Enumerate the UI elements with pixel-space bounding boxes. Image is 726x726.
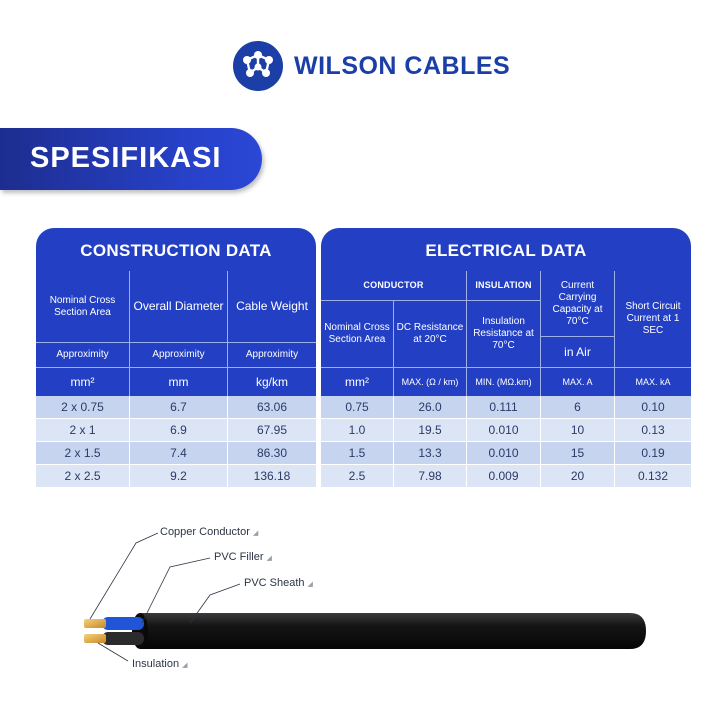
cell-value: 6 — [541, 396, 615, 418]
table-row — [36, 419, 316, 441]
cell-value: 13.3 — [394, 442, 467, 464]
approx-label: Approximity — [130, 343, 228, 368]
table-row — [321, 396, 691, 418]
label-text: Insulation — [132, 658, 180, 670]
cell-value: 67.95 — [256, 423, 288, 437]
cell-value: 7.4 — [130, 442, 228, 464]
cell-value: 0.132 — [637, 469, 669, 483]
col-header-weight: Cable Weight — [228, 271, 316, 343]
cell-value: 2 x 0.75 — [36, 396, 130, 418]
unit-label: kg/km — [228, 368, 316, 396]
cell-value: 9.2 — [130, 465, 228, 487]
cell-value: 6.9 — [130, 419, 228, 441]
section-title: SPESIFIKASI — [30, 142, 222, 174]
cell-value: 86.30 — [256, 446, 288, 460]
unit-label: MAX. A — [541, 368, 615, 396]
table-row — [36, 442, 316, 464]
cell-value: 2 x 1 — [36, 419, 130, 441]
cell-value: 0.010 — [467, 442, 541, 464]
col-header-short-circuit: Short Circuit Current at 1 SEC — [615, 271, 691, 368]
cell-value: 6.7 — [130, 396, 228, 418]
construction-title: CONSTRUCTION DATA — [36, 228, 316, 271]
label-pvc-sheath — [244, 577, 313, 589]
in-air-label: in Air — [541, 337, 615, 368]
cell-value: 7.98 — [394, 465, 467, 487]
cell-value: 0.10 — [641, 400, 665, 414]
cable-illustration — [70, 515, 670, 685]
cell-value: 15 — [541, 442, 615, 464]
cell-value: 0.75 — [321, 396, 394, 418]
col-header-nominal: Nominal Cross Section Area — [36, 271, 130, 343]
group-conductor: CONDUCTOR — [321, 271, 467, 301]
unit-label: mm — [130, 368, 228, 396]
triangle-marker-icon: ◢ — [307, 581, 313, 588]
col-header-insulation-resistance: Insulation Resistance at 70°C — [467, 301, 541, 368]
cell-value: 20 — [541, 465, 615, 487]
label-text: PVC Filler — [214, 551, 264, 563]
cell-value: 0.13 — [641, 423, 665, 437]
table-row — [36, 465, 316, 487]
electrical-title: ELECTRICAL DATA — [321, 228, 691, 271]
triangle-marker-icon: ◢ — [252, 530, 259, 537]
triangle-marker-icon: ◢ — [182, 662, 188, 669]
cell-value: 19.5 — [394, 419, 467, 441]
brand-header — [232, 40, 511, 92]
table-row — [321, 465, 691, 487]
unit-label: MAX. kA — [615, 368, 691, 396]
cell-value: 1.0 — [321, 419, 394, 441]
cell-value: 10 — [541, 419, 615, 441]
approx-label: Approximity — [228, 343, 316, 368]
table-row — [321, 442, 691, 464]
cell-value: 0.19 — [641, 446, 665, 460]
cell-value: 0.009 — [467, 465, 541, 487]
col-header-current-capacity: Current Carrying Capacity at 70°C — [541, 271, 615, 337]
cell-value: 2.5 — [321, 465, 394, 487]
cell-value: 0.111 — [467, 396, 541, 418]
unit-label: mm² — [321, 368, 394, 396]
cell-value: 26.0 — [394, 396, 467, 418]
cell-value: 63.06 — [256, 400, 288, 414]
table-row — [321, 419, 691, 441]
unit-label: MAX. (Ω / km) — [394, 368, 467, 396]
section-ribbon — [0, 128, 262, 190]
label-insulation — [132, 658, 187, 670]
triangle-marker-icon: ◢ — [266, 555, 272, 562]
label-text: Copper Conductor — [160, 526, 250, 538]
label-copper-conductor — [160, 526, 258, 538]
brand-name: WILSON CABLES — [294, 52, 511, 80]
col-header-diameter: Overall Diameter — [130, 271, 228, 343]
unit-label: mm² — [36, 368, 130, 396]
cell-value: 2 x 1.5 — [36, 442, 130, 464]
approx-label: Approximity — [36, 343, 130, 368]
cell-value: 2 x 2.5 — [36, 465, 130, 487]
table-row — [36, 396, 316, 418]
group-insulation: INSULATION — [467, 271, 541, 301]
network-nodes-logo-icon — [232, 40, 284, 92]
cell-value: 0.010 — [467, 419, 541, 441]
col-header-dc-resistance: DC Resistance at 20°C — [394, 301, 467, 368]
cell-value: 136.18 — [253, 469, 291, 483]
cell-value: 1.5 — [321, 442, 394, 464]
label-pvc-filler — [214, 551, 272, 563]
label-text: PVC Sheath — [244, 577, 305, 589]
col-header-nominal: Nominal Cross Section Area — [321, 301, 394, 368]
unit-label: MIN. (MΩ.km) — [467, 368, 541, 396]
